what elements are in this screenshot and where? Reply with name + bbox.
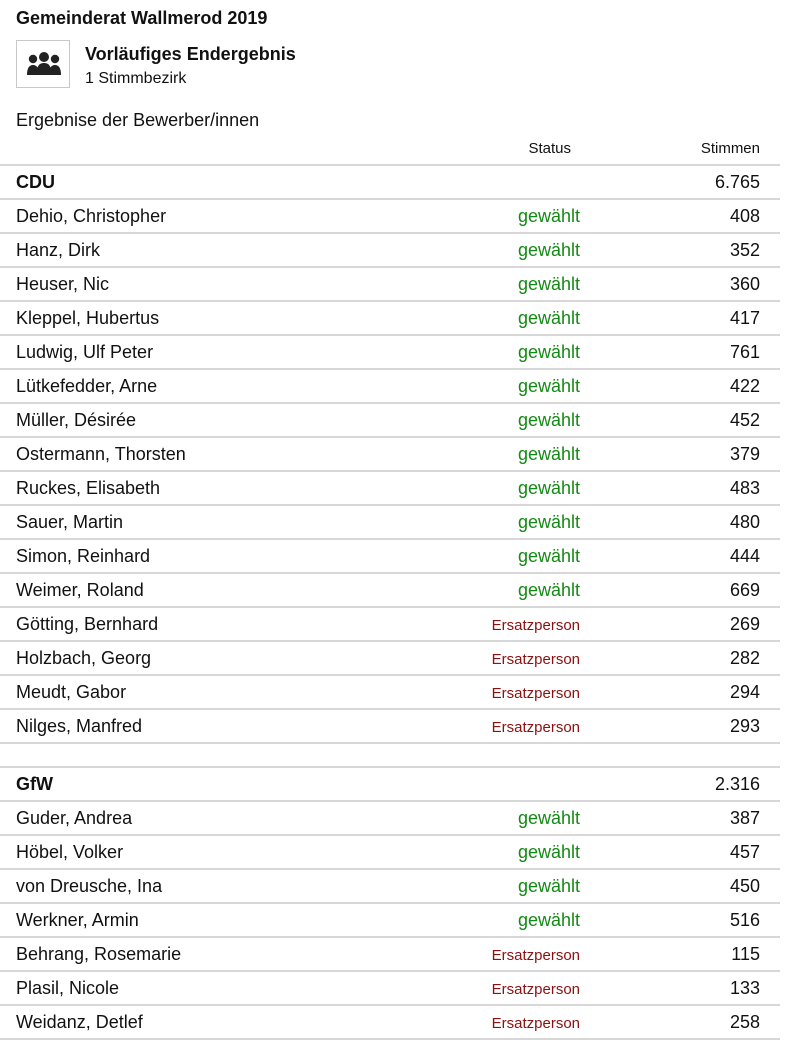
- candidate-votes: 669: [729, 580, 760, 600]
- candidate-row: [0, 710, 780, 744]
- party-name: CDU: [16, 172, 55, 192]
- candidate-status: gewählt: [517, 308, 580, 328]
- candidate-row: [0, 540, 780, 574]
- candidate-status: gewählt: [517, 274, 580, 294]
- candidate-status: Ersatzperson: [491, 981, 580, 998]
- candidate-status: Ersatzperson: [491, 947, 580, 964]
- candidate-status: gewählt: [517, 342, 580, 362]
- status-column-header: Status: [528, 140, 571, 157]
- table-header: [0, 132, 780, 166]
- candidate-votes: 417: [729, 308, 760, 328]
- candidate-votes: 516: [729, 910, 760, 930]
- candidate-row: [0, 802, 780, 836]
- candidate-status: gewählt: [517, 206, 580, 226]
- candidate-name: Behrang, Rosemarie: [16, 944, 182, 964]
- candidate-status: Ersatzperson: [491, 617, 580, 634]
- results-table: [0, 132, 780, 1040]
- candidate-status: gewählt: [517, 910, 580, 930]
- candidate-row: [0, 574, 780, 608]
- party-row: [0, 166, 780, 200]
- candidate-status: gewählt: [517, 580, 580, 600]
- candidate-row: [0, 234, 780, 268]
- candidate-row: [0, 972, 780, 1006]
- candidate-row: [0, 472, 780, 506]
- summary-title: Vorläufiges Endergebnis: [85, 44, 296, 64]
- candidate-row: [0, 404, 780, 438]
- candidate-row: [0, 336, 780, 370]
- candidate-row: [0, 836, 780, 870]
- candidate-votes: 133: [729, 978, 760, 998]
- candidate-row: [0, 438, 780, 472]
- candidate-status: gewählt: [517, 410, 580, 430]
- candidate-name: Guder, Andrea: [16, 808, 133, 828]
- people-group-icon: [16, 40, 70, 88]
- candidate-status: Ersatzperson: [491, 719, 580, 736]
- candidate-name: Meudt, Gabor: [16, 682, 127, 702]
- candidate-votes: 379: [729, 444, 760, 464]
- candidate-votes: 360: [729, 274, 760, 294]
- candidate-name: Kleppel, Hubertus: [16, 308, 160, 328]
- candidate-votes: 452: [729, 410, 760, 430]
- candidate-name: Heuser, Nic: [16, 274, 110, 294]
- party-name: GfW: [16, 774, 53, 794]
- candidate-row: [0, 642, 780, 676]
- candidate-votes: 444: [729, 546, 760, 566]
- candidate-name: Müller, Désirée: [16, 410, 137, 430]
- candidate-row: [0, 268, 780, 302]
- candidate-name: Ruckes, Elisabeth: [16, 478, 161, 498]
- candidate-row: [0, 904, 780, 938]
- candidate-row: [0, 302, 780, 336]
- candidate-row: [0, 506, 780, 540]
- party-row: [0, 768, 780, 802]
- candidate-name: Ludwig, Ulf Peter: [16, 342, 154, 362]
- candidate-votes: 387: [729, 808, 760, 828]
- candidate-votes: 115: [731, 944, 760, 964]
- candidate-name: Hanz, Dirk: [16, 240, 101, 260]
- candidate-votes: 352: [729, 240, 760, 260]
- candidate-name: von Dreusche, Ina: [16, 876, 163, 896]
- candidate-status: gewählt: [517, 546, 580, 566]
- candidate-name: Weimer, Roland: [16, 580, 144, 600]
- candidate-status: Ersatzperson: [491, 651, 580, 668]
- candidate-status: gewählt: [517, 376, 580, 396]
- candidate-row: [0, 200, 780, 234]
- candidate-name: Dehio, Christopher: [16, 206, 167, 226]
- candidate-name: Sauer, Martin: [16, 512, 124, 532]
- candidate-name: Simon, Reinhard: [16, 546, 151, 566]
- summary-subtitle: 1 Stimmbezirk: [85, 70, 187, 87]
- candidate-row: [0, 608, 780, 642]
- candidate-status: Ersatzperson: [491, 1015, 580, 1032]
- candidate-votes: 422: [729, 376, 760, 396]
- candidate-votes: 293: [729, 716, 760, 736]
- candidate-status: gewählt: [517, 876, 580, 896]
- candidate-votes: 282: [729, 648, 760, 668]
- candidate-votes: 480: [729, 512, 760, 532]
- candidate-status: gewählt: [517, 444, 580, 464]
- candidate-status: gewählt: [517, 842, 580, 862]
- candidate-name: Höbel, Volker: [16, 842, 124, 862]
- candidate-votes: 457: [729, 842, 760, 862]
- candidate-status: gewählt: [517, 478, 580, 498]
- candidate-votes: 761: [729, 342, 760, 362]
- candidate-name: Holzbach, Georg: [16, 648, 152, 668]
- candidate-votes: 294: [729, 682, 760, 702]
- candidate-status: gewählt: [517, 240, 580, 260]
- candidate-name: Ostermann, Thorsten: [16, 444, 186, 464]
- candidate-name: Weidanz, Detlef: [16, 1012, 143, 1032]
- party-votes: 6.765: [714, 172, 760, 192]
- candidate-status: gewählt: [517, 808, 580, 828]
- candidate-votes: 408: [729, 206, 760, 226]
- page-title: Gemeinderat Wallmerod 2019: [16, 8, 268, 28]
- candidate-name: Götting, Bernhard: [16, 614, 159, 634]
- candidate-name: Werkner, Armin: [16, 910, 139, 930]
- candidate-votes: 258: [729, 1012, 760, 1032]
- candidate-name: Lütkefedder, Arne: [16, 376, 158, 396]
- party-separator: [0, 744, 780, 768]
- candidate-row: [0, 870, 780, 904]
- candidate-status: Ersatzperson: [491, 685, 580, 702]
- party-votes: 2.316: [714, 774, 760, 794]
- votes-column-header: Stimmen: [700, 140, 760, 157]
- candidate-votes: 483: [729, 478, 760, 498]
- candidate-row: [0, 1006, 780, 1040]
- candidate-name: Plasil, Nicole: [16, 978, 120, 998]
- section-label: Ergebnise der Bewerber/innen: [16, 110, 260, 130]
- candidate-status: gewählt: [517, 512, 580, 532]
- candidate-votes: 450: [729, 876, 760, 896]
- candidate-row: [0, 676, 780, 710]
- candidate-row: [0, 938, 780, 972]
- candidate-name: Nilges, Manfred: [16, 716, 143, 736]
- candidate-votes: 269: [729, 614, 760, 634]
- candidate-row: [0, 370, 780, 404]
